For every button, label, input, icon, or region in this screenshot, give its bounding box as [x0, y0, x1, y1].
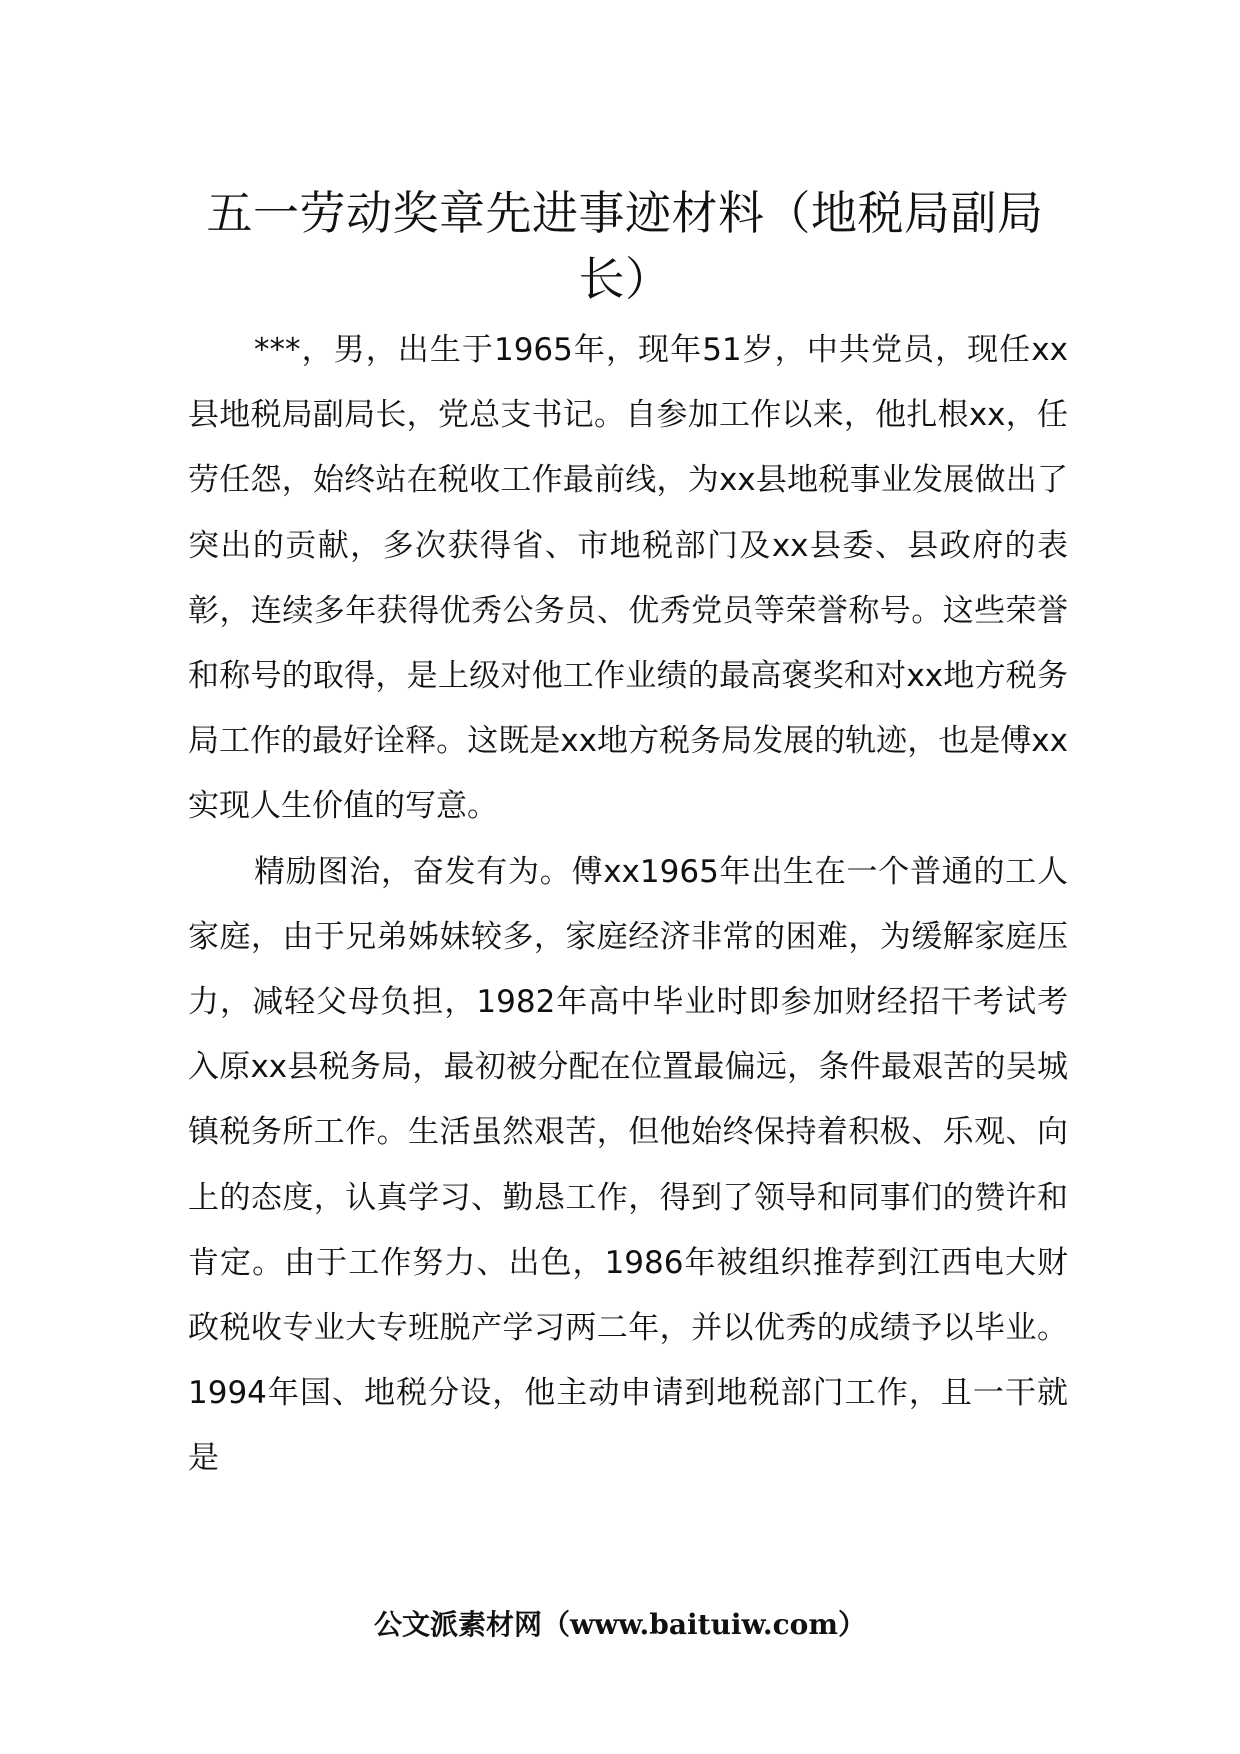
paragraph-intro: ***，男，出生于1965年，现年51岁，中共党员，现任xx县地税局副局长，党总支书记。自参加工作以来，他扎根xx，任劳任怨，始终站在税收工作最前线，为xx县地税事业发展做出了突出的贡献，多次获得省、市地税部门及xx县委、县政府的表彰，连续多年获得优秀公务员、优秀党员等荣誉称号。这些荣誉和称号的取得，是上级对他工作业绩的最高褒奖和对xx地方税务局工作的最好诠释。这既是xx地方税务局发展的轨迹，也是傅xx实现人生价值的写意。: [188, 332, 1068, 825]
paragraph-career: 精励图治，奋发有为。傅xx1965年出生在一个普通的工人家庭，由于兄弟姊妹较多，家庭经济非常的困难，为缓解家庭压力，减轻父母负担，1982年高中毕业时即参加财经招干考试考入原xx县税务局，最初被分配在位置最偏远，条件最艰苦的吴城镇税务所工作。生活虽然艰苦，但他始终保持着积极、乐观、向上的态度，认真学习、勤恳工作，得到了领导和同事们的赞许和肯定。由于工作努力、出色，1986年被组织推荐到江西电大财政税收专业大专班脱产学习两二年，并以优秀的成绩予以毕业。1994年国、地税分设，他主动申请到地税部门工作，且一干就是: [188, 853, 1068, 1477]
document-title: 五一劳动奖章先进事迹材料（地税局副局长）: [206, 186, 1044, 306]
document-body: [188, 318, 1068, 1492]
footer-watermark: 公文派素材网（www.baituiw.com）: [374, 1608, 866, 1641]
